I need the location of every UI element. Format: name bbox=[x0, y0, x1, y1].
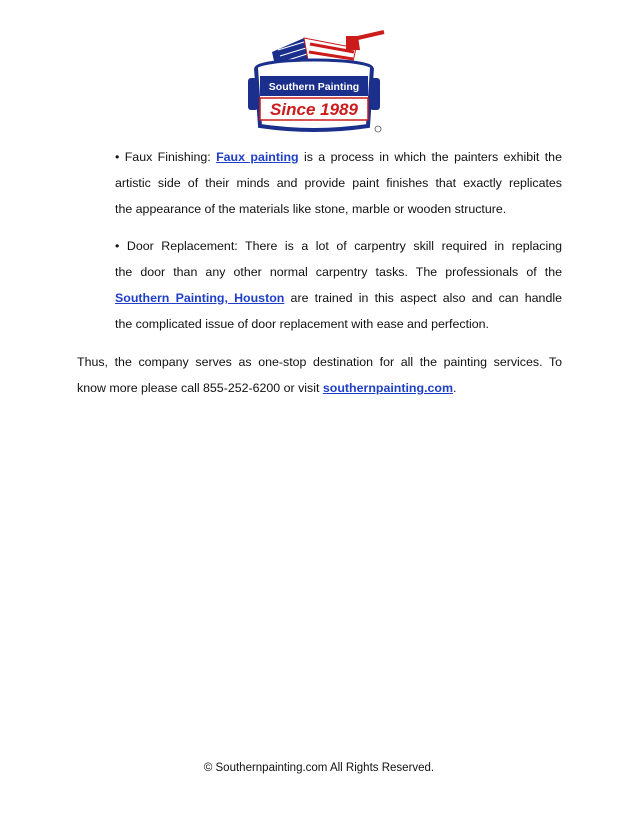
faux-lead-text: Faux Finishing: bbox=[124, 150, 211, 164]
paint-can-logo-graphic bbox=[234, 30, 394, 135]
registered-mark-icon bbox=[375, 126, 381, 132]
paragraph-line bbox=[115, 144, 562, 170]
bullet: • bbox=[115, 239, 120, 253]
closing-line2-text: know more please call 855-252-6200 or visit bbox=[77, 381, 320, 395]
logo-top-text: Southern Painting bbox=[268, 81, 360, 93]
paragraph-line bbox=[115, 285, 562, 311]
paragraph-line: artistic side of their minds and provide paint finishes that exactly replicates bbox=[115, 176, 562, 190]
southernpainting-website-link[interactable]: southernpainting.com bbox=[322, 381, 453, 395]
footer-copyright: © Southernpainting.com All Rights Reserved. bbox=[203, 762, 435, 774]
paragraph-line: Thus, the company serves as one-stop destination for all the painting services. To bbox=[77, 355, 562, 369]
door-line1-text: There is a lot of carpentry skill required in replacing bbox=[245, 239, 562, 253]
faux-painting-link[interactable]: Faux painting bbox=[216, 150, 299, 164]
logo-bottom-text: Since 1989 bbox=[270, 100, 358, 119]
door-line3-text: are trained in this aspect also and can handle bbox=[290, 291, 562, 305]
paragraph-line bbox=[77, 375, 562, 401]
faux-line1-text: is a process in which the painters exhibit the bbox=[303, 150, 562, 164]
paint-can-icon bbox=[248, 60, 380, 130]
door-lead-text: Door Replacement: bbox=[126, 239, 238, 253]
paragraph-line: the door than any other normal carpentry tasks. The professionals of the bbox=[115, 265, 562, 279]
bullet: • bbox=[115, 150, 120, 164]
closing-paragraph bbox=[77, 349, 562, 401]
company-logo bbox=[234, 30, 394, 135]
paragraph-line: the appearance of the materials like stone, marble or wooden structure. bbox=[115, 202, 507, 216]
door-replacement-paragraph bbox=[115, 233, 562, 337]
paragraph-line bbox=[115, 233, 562, 259]
paragraph-line: the complicated issue of door replacement with ease and perfection. bbox=[115, 317, 490, 331]
closing-period: . bbox=[453, 381, 457, 395]
faux-finishing-paragraph bbox=[115, 144, 562, 222]
southern-painting-houston-link[interactable]: Southern Painting, Houston bbox=[115, 291, 285, 305]
